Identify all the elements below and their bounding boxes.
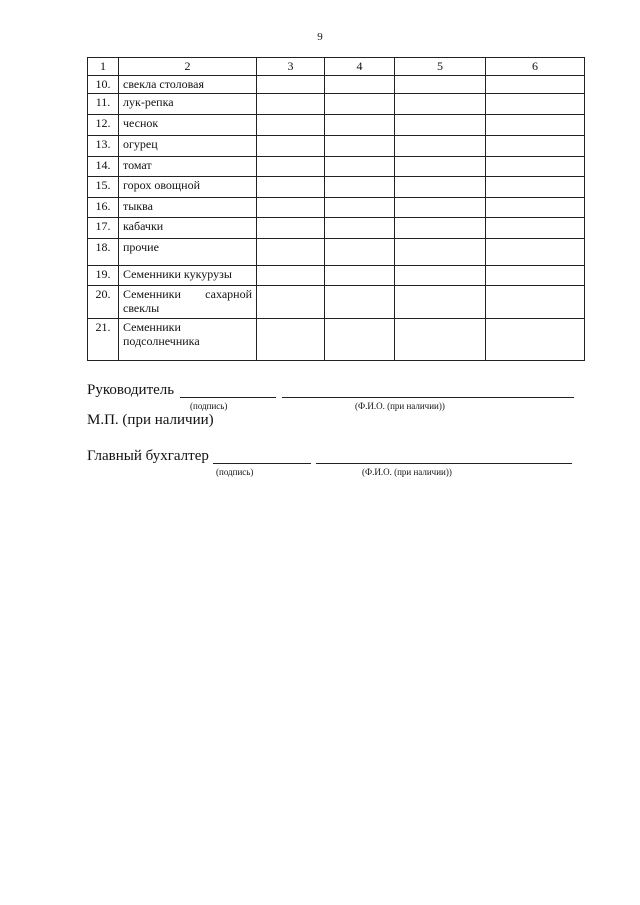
row-number: 17.	[88, 218, 119, 239]
accountant-label: Главный бухгалтер	[87, 448, 209, 464]
cell-col3	[257, 136, 325, 157]
row-name: прочие	[119, 239, 257, 266]
cell-col3	[257, 157, 325, 177]
cell-col4	[325, 177, 395, 198]
table-row	[88, 286, 585, 319]
accountant-name-caption: (Ф.И.О. (при наличии))	[362, 467, 452, 477]
cell-col4	[325, 286, 395, 319]
cell-col4	[325, 198, 395, 218]
row-number: 13.	[88, 136, 119, 157]
cell-col6	[486, 218, 585, 239]
row-number: 15.	[88, 177, 119, 198]
cell-col5	[395, 319, 486, 361]
table-row	[88, 266, 585, 286]
cell-col4	[325, 76, 395, 94]
head-signature-caption: (подпись)	[190, 401, 228, 411]
cell-col3	[257, 266, 325, 286]
cell-col5	[395, 218, 486, 239]
report-table	[87, 57, 585, 361]
cell-col5	[395, 115, 486, 136]
table-header-row	[88, 58, 585, 76]
column-header-1: 1	[88, 58, 119, 76]
cell-col3	[257, 239, 325, 266]
row-name: Семенники кукурузы	[119, 266, 257, 286]
accountant-name-line[interactable]	[316, 463, 572, 464]
cell-col3	[257, 115, 325, 136]
row-number: 14.	[88, 157, 119, 177]
cell-col4	[325, 94, 395, 115]
cell-col5	[395, 266, 486, 286]
row-name: кабачки	[119, 218, 257, 239]
cell-col6	[486, 286, 585, 319]
cell-col4	[325, 266, 395, 286]
cell-col5	[395, 177, 486, 198]
cell-col5	[395, 286, 486, 319]
row-number: 18.	[88, 239, 119, 266]
column-header-2: 2	[119, 58, 257, 76]
cell-col5	[395, 157, 486, 177]
cell-col4	[325, 115, 395, 136]
row-name: огурец	[119, 136, 257, 157]
cell-col4	[325, 319, 395, 361]
accountant-signature-line[interactable]	[213, 463, 311, 464]
cell-col6	[486, 136, 585, 157]
cell-col5	[395, 94, 486, 115]
cell-col3	[257, 94, 325, 115]
cell-col5	[395, 76, 486, 94]
cell-col3	[257, 286, 325, 319]
table-row	[88, 157, 585, 177]
row-name: Семенники сахарной свеклы	[119, 286, 257, 319]
cell-col3	[257, 198, 325, 218]
cell-col6	[486, 94, 585, 115]
row-number: 16.	[88, 198, 119, 218]
table-row	[88, 218, 585, 239]
head-name-line[interactable]	[282, 397, 574, 398]
column-header-5: 5	[395, 58, 486, 76]
row-number: 12.	[88, 115, 119, 136]
row-name: лук-репка	[119, 94, 257, 115]
row-number: 10.	[88, 76, 119, 94]
row-name: чеснок	[119, 115, 257, 136]
table-row	[88, 177, 585, 198]
cell-col5	[395, 198, 486, 218]
cell-col5	[395, 239, 486, 266]
row-number: 19.	[88, 266, 119, 286]
row-name: свекла столовая	[119, 76, 257, 94]
row-number: 21.	[88, 319, 119, 361]
row-number: 20.	[88, 286, 119, 319]
column-header-3: 3	[257, 58, 325, 76]
cell-col6	[486, 198, 585, 218]
row-number: 11.	[88, 94, 119, 115]
cell-col6	[486, 239, 585, 266]
head-name-caption: (Ф.И.О. (при наличии))	[355, 401, 445, 411]
accountant-signature-caption: (подпись)	[216, 467, 254, 477]
cell-col4	[325, 157, 395, 177]
cell-col4	[325, 136, 395, 157]
cell-col6	[486, 157, 585, 177]
page-number: 9	[317, 31, 323, 43]
stamp-label: М.П. (при наличии)	[87, 412, 214, 428]
cell-col6	[486, 319, 585, 361]
head-signature-line[interactable]	[180, 397, 276, 398]
row-name: тыква	[119, 198, 257, 218]
cell-col3	[257, 177, 325, 198]
cell-col6	[486, 115, 585, 136]
cell-col4	[325, 218, 395, 239]
cell-col4	[325, 239, 395, 266]
cell-col5	[395, 136, 486, 157]
cell-col6	[486, 266, 585, 286]
cell-col6	[486, 177, 585, 198]
cell-col6	[486, 76, 585, 94]
row-name: томат	[119, 157, 257, 177]
cell-col3	[257, 218, 325, 239]
column-header-6: 6	[486, 58, 585, 76]
table-row	[88, 136, 585, 157]
table-row	[88, 319, 585, 361]
column-header-4: 4	[325, 58, 395, 76]
table-row	[88, 76, 585, 94]
table-row	[88, 115, 585, 136]
cell-col3	[257, 76, 325, 94]
row-name: Семенники подсолнечника	[119, 319, 257, 361]
head-label: Руководитель	[87, 382, 175, 398]
table-row	[88, 94, 585, 115]
row-name: горох овощной	[119, 177, 257, 198]
table-row	[88, 198, 585, 218]
cell-col3	[257, 319, 325, 361]
table-row	[88, 239, 585, 266]
